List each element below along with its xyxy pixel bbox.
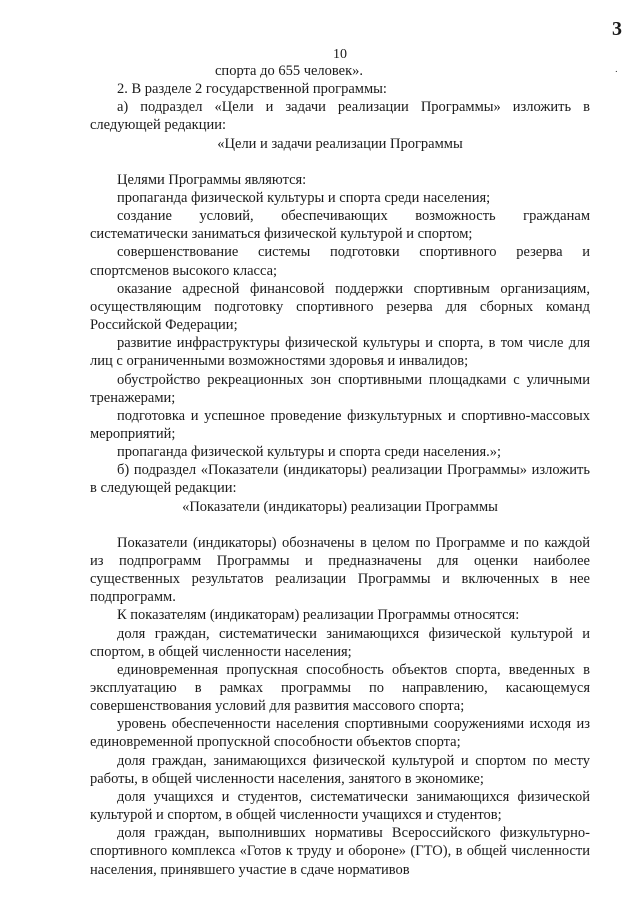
section-heading: «Цели и задачи реализации Программы: [217, 135, 463, 152]
paragraph: Показатели (индикаторы) обозначены в целом по Программе и по каждой из подпрограмм Программы и предназначены для оценки наиболее существенных результатов реализации Программы и включенных в нее подпрограмм.: [90, 534, 590, 606]
paragraph: доля граждан, систематически занимающихся физической культурой и спортом, в общей численности населения;: [90, 625, 590, 660]
paragraph: Целями Программы являются:: [117, 171, 307, 188]
paragraph: доля учащихся и студентов, систематически занимающихся физической культурой и спортом, в общей численности учащихся и студентов;: [90, 788, 590, 824]
section-heading: «Показатели (индикаторы) реализации Программы: [182, 498, 498, 515]
paragraph: совершенствование системы подготовки спортивного резерва и спортсменов высокого класса;: [90, 244, 590, 279]
paragraph: б) подраздел «Показатели (индикаторы) реализации Программы» изложить в следующей редакции:: [90, 462, 590, 497]
page-number: 10: [333, 47, 347, 62]
paragraph: развитие инфраструктуры физической культуры и спорта, в том числе для лиц с ограниченными возможностями здоровья и инвалидов;: [90, 335, 590, 370]
paragraph: а) подраздел «Цели и задачи реализации Программы» изложить в следующей редакции:: [90, 99, 590, 134]
paragraph: пропаганда физической культуры и спорта среди населения.»;: [117, 444, 502, 461]
paragraph-gap: [90, 516, 590, 534]
paragraph: К показателям (индикаторам) реализации Программы относятся:: [117, 607, 520, 624]
paragraph: единовременная пропускная способность объектов спорта, введенных в эксплуатацию в рамках программы по направлению, касающемуся совершенствования условий для развития массового спорта;: [90, 661, 590, 715]
paragraph: создание условий, обеспечивающих возможность гражданам систематически заниматься физической культурой и спортом;: [90, 208, 590, 243]
corner-mark: 3: [612, 18, 622, 40]
paragraph: оказание адресной финансовой поддержки спортивным организациям, осуществляющим подготовку спортивного резерва для сборных команд Российской Федерации;: [90, 280, 590, 334]
paragraph: доля граждан, выполнивших нормативы Всероссийского физкультурно-спортивного комплекса «Готов к труду и обороне» (ГТО), в общей численности населения, принявшего участие в сдаче нормативов: [90, 825, 590, 878]
paragraph: спорта до 655 человек».: [215, 63, 364, 79]
paragraph: пропаганда физической культуры и спорта среди населения;: [117, 189, 491, 206]
paragraph: подготовка и успешное проведение физкультурных и спортивно-массовых мероприятий;: [90, 407, 590, 442]
paragraph: доля граждан, занимающихся физической культурой и спортом по месту работы, в общей численности населения, занятого в экономике;: [90, 752, 590, 787]
paragraph: 2. В разделе 2 государственной программы:: [117, 81, 387, 98]
document-body: [90, 62, 590, 879]
corner-tick: ˙: [614, 70, 618, 81]
paragraph: обустройство рекреационных зон спортивными площадками с уличными тренажерами;: [90, 371, 590, 406]
paragraph-gap: [90, 153, 590, 171]
paragraph: уровень обеспеченности населения спортивными сооружениями исходя из единовременной пропускной способности объектов спорта;: [90, 716, 590, 751]
